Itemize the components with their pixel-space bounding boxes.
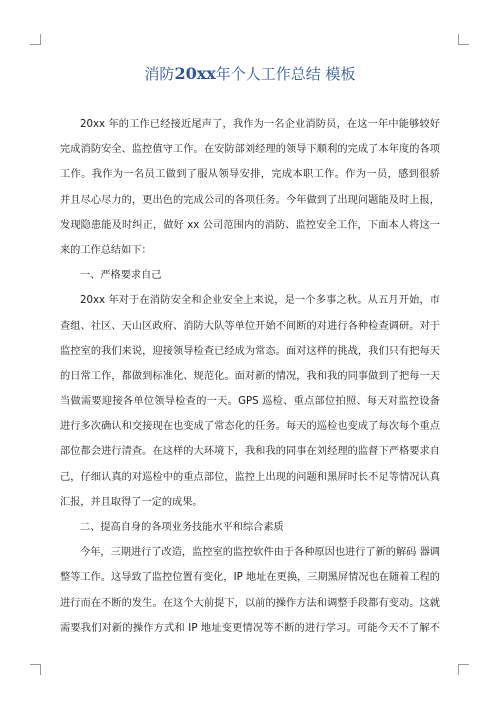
title-prefix: 消防 [144, 65, 175, 83]
text-line: 20xx 年对于在消防安全和企业安全上来说，是一个多事之秋。从五月开始，市 [80, 295, 440, 307]
text-line: 今年，三期进行了改造，监控室的监控软件由于各种原因也进行了新的解码 器调 [80, 547, 440, 559]
text-line: 工作。我作为一名员工做到了服从领导安排，完成本职工作。作为一员，感到很骄 [60, 169, 440, 181]
text-line: 完成消防安全、监控值守工作。在安防部刘经理的领导下顺利的完成了本年度的各项 [60, 144, 440, 156]
text-line: 当做需要迎接各单位领导检查的一天。GPS 巡检、重点部位拍照、每天对监控设备 [60, 396, 440, 408]
text-line: 进行而在不断的发生。在这个大前提下，以前的操作方法和调整手段都有变动。这就 [60, 597, 440, 609]
title-year: 20xx [174, 64, 216, 83]
crop-mark-bottom-right [458, 664, 469, 675]
text-line: 一、严格要求自己 [80, 270, 162, 282]
text-line: 监控室的我们来说，迎接领导检查已经成为常态。面对这样的挑战，我们只有把每天 [60, 345, 440, 357]
crop-mark-top-right [458, 34, 469, 45]
text-line: 20xx 年的工作已经接近尾声了，我作为一名企业消防员，在这一年中能够较好 [80, 119, 440, 130]
text-line: 的日常工作，都做到标准化、规范化。面对新的情况，我和我的同事做到了把每一天 [60, 370, 440, 382]
crop-mark-top-left [30, 34, 41, 45]
text-line: 需要我们对新的操作方式和 IP 地址变更情况等不断的进行学习。可能今天不了解不 [60, 622, 440, 634]
text-line: 二、提高自身的各项业务技能水平和综合素质 [80, 522, 284, 533]
text-line: 汇报，并且取得了一定的成果。 [60, 496, 203, 508]
text-line: 查组、社区、天山区政府、消防大队等单位开始不间断的对进行各种检查调研。对于 [60, 320, 440, 332]
text-line: 部位都会进行清查。在这样的大环境下，我和我的同事在刘经理的监督下严格要求自 [60, 446, 440, 458]
text-line: 发现隐患能及时纠正，做好 xx 公司范围内的消防、监控安全工作，下面本人将这一 [60, 219, 440, 231]
text-line: 己，仔细认真的对巡检中的重点部位，监控上出现的问题和黑屏时长不足等情况认真 [60, 471, 440, 483]
text-line: 整等工作。这导致了监控位置有变化，IP 地址在更换，三期黑屏情况也在随着工程的 [60, 572, 440, 584]
text-line: 来的工作总结如下： [60, 244, 152, 256]
document-body [60, 112, 440, 641]
title-suffix: 年个人工作总结 模板 [215, 65, 356, 83]
crop-mark-bottom-left [30, 664, 41, 675]
text-line: 并且尽心尽力的，更出色的完成公司的各项任务。今年做到了出现问题能及时上报， [60, 194, 440, 206]
text-line: 进行多次确认和交接现在也变成了常态化的任务。每天的巡检也变成了每次每个重点 [60, 421, 440, 433]
document-title [60, 64, 440, 84]
